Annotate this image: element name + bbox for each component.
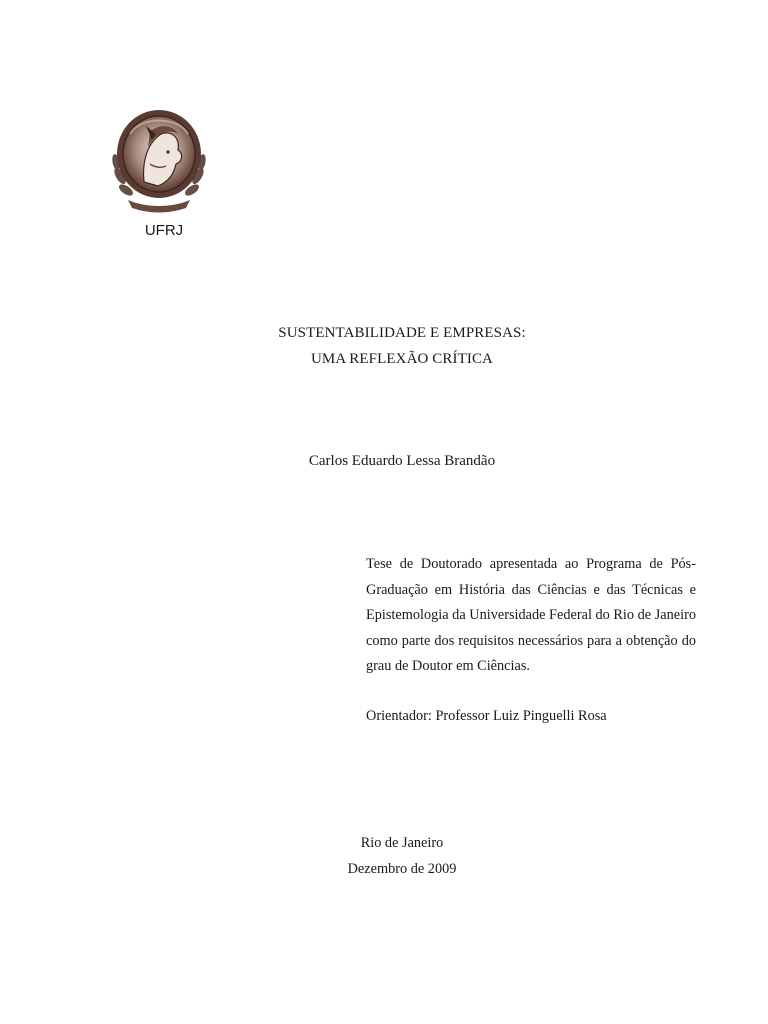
- advisor-line: Orientador: Professor Luiz Pinguelli Rosa: [366, 708, 607, 724]
- date: Dezembro de 2009: [347, 861, 457, 877]
- thesis-title-line-2: UMA REFLEXÃO CRÍTICA: [310, 351, 493, 367]
- seal-icon: [106, 104, 212, 214]
- place: Rio de Janeiro: [360, 835, 444, 851]
- author-name: Carlos Eduardo Lessa Brandão: [308, 453, 496, 469]
- university-seal-logo: [106, 104, 212, 214]
- thesis-title-line-1: SUSTENTABILIDADE E EMPRESAS:: [278, 325, 526, 341]
- thesis-description: Tese de Doutorado apresentada ao Programa de Pós-Graduação em História das Ciências e das Técnicas e Epistemologia da Universidade Federal do Rio de Janeiro como parte dos requisitos necessários para a obtenção do grau de Doutor em Ciências.: [366, 556, 696, 674]
- institution-acronym: UFRJ: [144, 222, 184, 239]
